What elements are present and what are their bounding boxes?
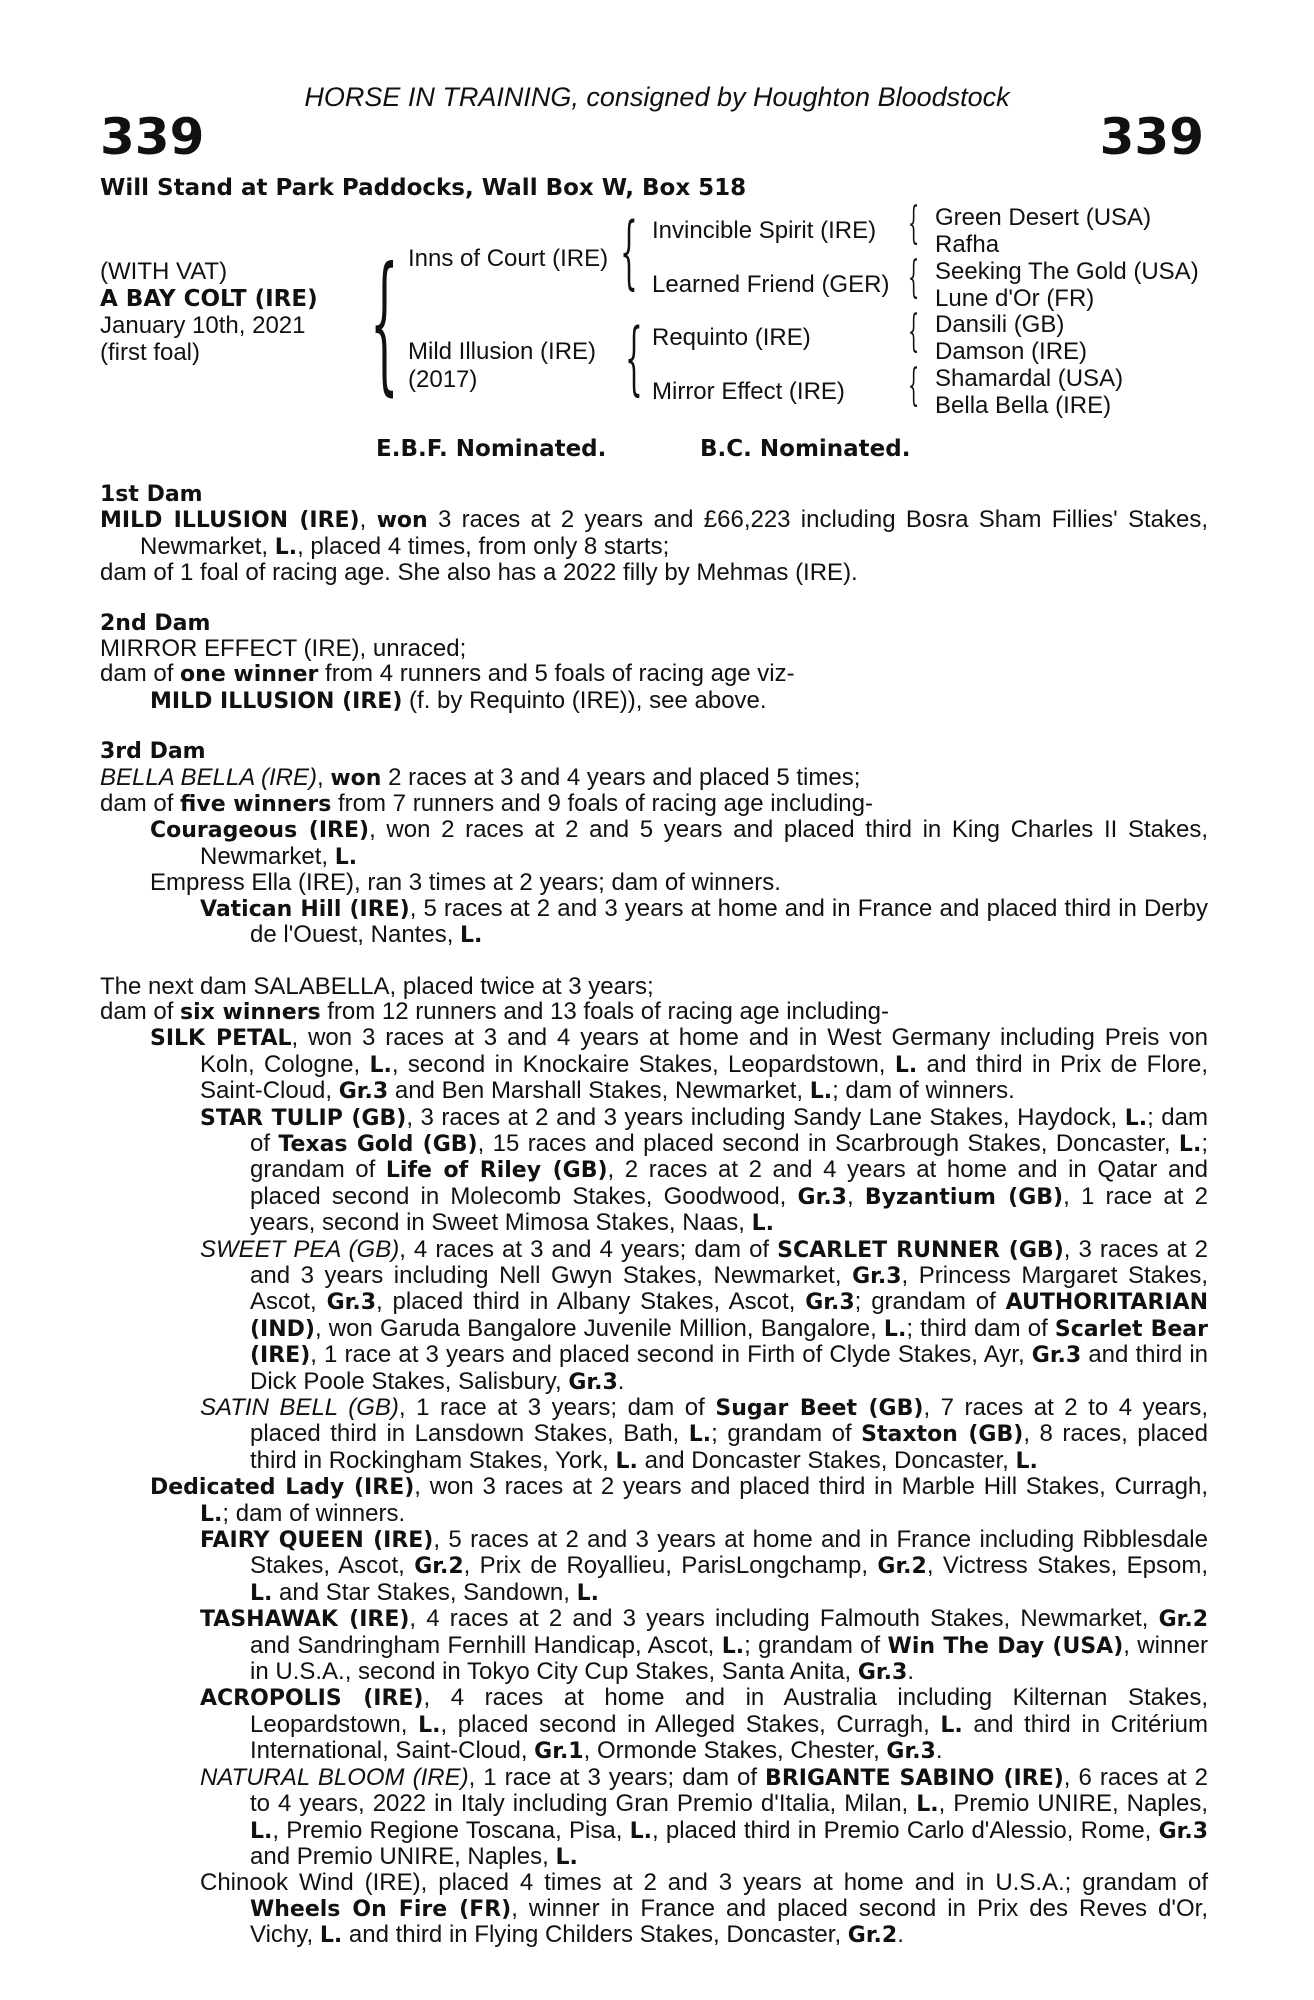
- lot-number-left: 339: [100, 108, 205, 166]
- progeny-name: Vatican Hill (IRE): [200, 896, 410, 922]
- group-marker: Gr.3: [886, 1739, 936, 1765]
- record-text: , won 2 races at 2 and 5 years and placed third in King Charles II Stakes, Newmarket,: [200, 816, 1208, 870]
- record-text: and third in Critérium International, Saint-Cloud,: [250, 1710, 1208, 1765]
- record-text: , placed 4 times, from only 8 starts;: [297, 532, 670, 560]
- second-dam-produce: [100, 661, 1208, 687]
- won-bold: won: [330, 765, 382, 791]
- record-text: ; grandam of: [711, 1420, 862, 1448]
- progeny-name: TASHAWAK (IRE): [200, 1607, 410, 1633]
- record-text: , 3 races at 2 and 3 years including Nell Gwyn Stakes, Newmarket,: [250, 1235, 1208, 1289]
- listed-marker: L.: [319, 1923, 343, 1949]
- consignment-header: HORSE IN TRAINING, consigned by Houghton Bloodstock: [304, 82, 1010, 112]
- record-text: (f. by Requinto (IRE)), see above.: [402, 686, 767, 714]
- group-marker: Gr.2: [847, 1923, 898, 1949]
- listed-marker: L.: [629, 1818, 652, 1844]
- record-text: .: [617, 1367, 625, 1395]
- record-text: , second in Knockaire Stakes, Leopardstown,: [391, 1050, 895, 1078]
- progeny-chinook-wind: [100, 1870, 1208, 1948]
- record-text: , 4 races at 3 and 4 years; dam of: [399, 1235, 778, 1263]
- dam-name: Mild Illusion (IRE): [408, 338, 597, 365]
- record-text: and Ben Marshall Stakes, Newmarket,: [388, 1077, 810, 1105]
- progeny-tashawak: [100, 1606, 1208, 1685]
- record-text: .: [897, 1921, 904, 1949]
- record-text: 2 races at 3 and 4 years and placed 5 times;: [381, 763, 861, 791]
- listed-marker: L.: [916, 1792, 939, 1818]
- group-marker: Gr.2: [877, 1554, 927, 1580]
- second-dam-record: MIRROR EFFECT (IRE), unraced;: [100, 635, 467, 663]
- record-text: ; dam of: [250, 1103, 1208, 1157]
- record-text: , placed second in Alleged Stakes, Curragh,: [440, 1710, 941, 1738]
- progeny-name: Staxton (GB): [861, 1422, 1024, 1448]
- listed-marker: L.: [1124, 1105, 1148, 1131]
- record-text: , 1 race at 3 years; dam of: [398, 1394, 716, 1421]
- third-dam-record: [100, 765, 1208, 791]
- ss-dam: Rafha: [935, 231, 1000, 258]
- third-dam-produce: [100, 791, 1208, 817]
- listed-marker: L.: [460, 923, 483, 949]
- listed-marker: L.: [721, 1633, 745, 1659]
- progeny-name: AUTHORITARIAN (IND): [250, 1290, 1209, 1342]
- progeny-acropolis: [100, 1685, 1208, 1764]
- ds-sire: Dansili (GB): [935, 311, 1065, 338]
- record-text: , Premio UNIRE, Naples,: [938, 1790, 1209, 1818]
- group-marker: Gr.3: [326, 1290, 376, 1316]
- record-text: dam of: [100, 660, 181, 688]
- listed-marker: L.: [418, 1712, 441, 1738]
- sire-sire: Invincible Spirit (IRE): [652, 217, 877, 244]
- winners-count: six winners: [180, 999, 321, 1025]
- group-marker: Gr.3: [1158, 1818, 1208, 1844]
- progeny-name: Scarlet Bear (IRE): [250, 1316, 1208, 1369]
- progeny-name: FAIRY QUEEN (IRE): [200, 1528, 434, 1554]
- progeny-name: Dedicated Lady (IRE): [150, 1475, 415, 1501]
- record-text: Chinook Wind (IRE), placed 4 times at 2 and 3 years at home and in U.S.A.; grandam of: [200, 1869, 1208, 1897]
- ebf-nomination: E.B.F. Nominated.: [376, 436, 607, 462]
- progeny-name: SATIN BELL (GB): [200, 1394, 399, 1421]
- third-dam-heading: 3rd Dam: [100, 739, 206, 765]
- record-text: from 12 runners and 13 foals of racing age including-: [320, 997, 889, 1025]
- dam-name-italic: BELLA BELLA (IRE): [100, 763, 317, 791]
- record-text: , winner in France and placed second in Prix des Reves d'Or, Vichy,: [250, 1894, 1208, 1949]
- listed-marker: L.: [369, 1052, 392, 1078]
- lot-subject-name: A BAY COLT (IRE): [100, 286, 318, 312]
- progeny-sweet-pea: [100, 1237, 1208, 1395]
- ss-sire: Green Desert (USA): [935, 204, 1152, 231]
- foal-note: (first foal): [100, 339, 201, 366]
- sire-dam: Learned Friend (GER): [652, 271, 890, 298]
- group-marker: Gr.1: [534, 1739, 584, 1765]
- record-text: , 5 races at 2 and 3 years at home and in France and placed third in Derby de l'Ouest, Nantes,: [250, 894, 1208, 949]
- dam-name-bold: MILD ILLUSION (IRE): [100, 508, 360, 534]
- record-text: from 7 runners and 9 foals of racing age including-: [331, 790, 873, 818]
- group-marker: Gr.3: [1031, 1343, 1082, 1369]
- record-text: , won 3 races at 2 years and placed third in Marble Hill Stakes, Curragh,: [414, 1473, 1208, 1501]
- record-text: ; grandam of: [854, 1288, 1006, 1316]
- winners-count: five winners: [180, 792, 332, 818]
- group-marker: Gr.3: [805, 1290, 855, 1316]
- dam-dam: Mirror Effect (IRE): [652, 378, 845, 405]
- record-text: , 4 races at home and in Australia including Kilternan Stakes, Leopardstown,: [250, 1684, 1208, 1738]
- first-dam-heading: 1st Dam: [100, 482, 203, 507]
- vat-note: (WITH VAT): [100, 258, 228, 285]
- record-text: ,: [846, 1182, 865, 1210]
- won-bold: won: [376, 508, 428, 534]
- listed-marker: L.: [1015, 1448, 1038, 1474]
- ds-dam: Damson (IRE): [935, 338, 1088, 365]
- record-text: , 1 race at 3 years; dam of: [468, 1763, 766, 1791]
- record-text: , 1 race at 3 years and placed second in Firth of Clyde Stakes, Ayr,: [310, 1341, 1032, 1369]
- dam-sire: Requinto (IRE): [652, 324, 811, 351]
- listed-marker: L.: [1178, 1131, 1202, 1157]
- progeny-name: MILD ILLUSION (IRE): [150, 688, 403, 714]
- progeny-courageous: [100, 817, 1208, 870]
- record-text: , placed third in Albany Stakes, Ascot,: [376, 1288, 806, 1316]
- record-text: and third in Prix de Flore, Saint-Cloud,: [200, 1050, 1209, 1105]
- listed-marker: L.: [334, 844, 358, 870]
- record-text: , 15 races and placed second in Scarbrough Stakes, Doncaster,: [477, 1129, 1179, 1157]
- record-text: dam of: [100, 997, 181, 1025]
- record-text: and Doncaster Stakes, Doncaster,: [637, 1446, 1016, 1474]
- record-text: and Sandringham Fernhill Handicap, Ascot,: [250, 1631, 722, 1659]
- record-text: , placed third in Premio Carlo d'Alessio, Rome,: [651, 1816, 1159, 1844]
- record-text: 3 races at 2 years and £66,223 including Bosra Sham Fillies' Stakes, Newmarket,: [140, 506, 1209, 560]
- progeny-star-tulip: [100, 1105, 1208, 1237]
- brace-dam: {: [625, 311, 643, 404]
- record-text: , winner in U.S.A., second in Tokyo City Cup Stakes, Santa Anita,: [250, 1631, 1208, 1686]
- group-marker: Gr.2: [414, 1554, 464, 1580]
- record-text: , 3 races at 2 and 3 years including Sandy Lane Stakes, Haydock,: [406, 1103, 1125, 1131]
- progeny-name: Win The Day (USA): [887, 1633, 1124, 1659]
- progeny-name: Courageous (IRE): [150, 818, 370, 844]
- record-text: , won 3 races at 3 and 4 years at home and in West Germany including Preis von Koln, Cologne,: [200, 1024, 1208, 1078]
- record-text: , 5 races at 2 and 3 years at home and in France including Ribblesdale Stakes, Ascot,: [250, 1526, 1208, 1580]
- winners-count: one winner: [180, 662, 319, 688]
- record-text: , 4 races at 2 and 3 years including Falmouth Stakes, Newmarket,: [409, 1605, 1159, 1633]
- second-dam-heading: 2nd Dam: [100, 610, 211, 636]
- progeny-dedicated-lady: [100, 1474, 1208, 1527]
- progeny-empress-ella: Empress Ella (IRE), ran 3 times at 2 years; dam of winners.: [150, 869, 781, 897]
- stand-location: Will Stand at Park Paddocks, Wall Box W, Box 518: [100, 175, 747, 201]
- record-text: and third in Flying Childers Stakes, Doncaster,: [342, 1921, 848, 1949]
- record-text: from 4 runners and 5 foals of racing age viz-: [318, 660, 795, 688]
- record-text: , 6 races at 2 to 4 years, 2022 in Italy including Gran Premio d'Italia, Milan,: [250, 1763, 1208, 1818]
- record-text: and Star Stakes, Sandown,: [272, 1578, 577, 1606]
- progeny-name: BRIGANTE SABINO (IRE): [765, 1765, 1064, 1791]
- brace-ds: {: [908, 306, 920, 357]
- progeny-name: Life of Riley (GB): [385, 1158, 608, 1184]
- progeny-natural-bloom: [100, 1765, 1208, 1871]
- brace-sd: {: [908, 252, 920, 303]
- listed-marker: L.: [250, 1580, 273, 1606]
- next-dam-record: The next dam SALABELLA, placed twice at 3 years;: [100, 972, 654, 1000]
- record-text: , 7 races at 2 to 4 years, placed third in Lansdown Stakes, Bath,: [250, 1394, 1208, 1448]
- progeny-name: SCARLET RUNNER (GB): [777, 1237, 1064, 1263]
- bc-nomination: B.C. Nominated.: [700, 436, 911, 462]
- first-dam-produce: dam of 1 foal of racing age. She also has a 2022 filly by Mehmas (IRE).: [100, 559, 858, 587]
- listed-marker: L.: [940, 1712, 963, 1738]
- progeny-name: Byzantium (GB): [864, 1184, 1064, 1210]
- progeny-vatican-hill: [100, 896, 1208, 949]
- record-text: , Prix de Royallieu, ParisLongchamp,: [463, 1552, 878, 1580]
- record-text: , 1 race at 2 years, second in Sweet Mimosa Stakes, Naas,: [250, 1182, 1208, 1237]
- record-text: ; third dam of: [906, 1314, 1055, 1342]
- sire-name: Inns of Court (IRE): [408, 245, 609, 272]
- record-text: ; dam of winners.: [222, 1499, 406, 1527]
- brace-main: {: [370, 236, 399, 410]
- progeny-name: SILK PETAL: [150, 1026, 292, 1052]
- record-text: and third in Dick Poole Stakes, Salisbury,: [250, 1341, 1208, 1395]
- listed-marker: L.: [688, 1422, 712, 1448]
- listed-marker: L.: [274, 534, 298, 560]
- progeny-name: STAR TULIP (GB): [200, 1105, 407, 1131]
- listed-marker: L.: [751, 1211, 774, 1237]
- next-dam-produce: [100, 999, 1208, 1025]
- dam-year: (2017): [408, 366, 478, 393]
- group-marker: Gr.3: [338, 1079, 389, 1105]
- progeny-name: Wheels On Fire (FR): [250, 1896, 512, 1922]
- record-text: , Premio Regione Toscana, Pisa,: [272, 1816, 630, 1844]
- group-marker: Gr.3: [568, 1369, 618, 1395]
- record-text: ,: [316, 763, 331, 791]
- record-text: , Ormonde Stakes, Chester,: [583, 1737, 887, 1765]
- dd-dam: Bella Bella (IRE): [935, 392, 1112, 419]
- record-text: , Victress Stakes, Epsom,: [926, 1552, 1208, 1580]
- dd-sire: Shamardal (USA): [935, 365, 1124, 392]
- record-text: ; dam of winners.: [832, 1077, 1015, 1105]
- progeny-name: Texas Gold (GB): [278, 1131, 478, 1157]
- group-marker: Gr.3: [857, 1660, 908, 1686]
- record-text: dam of: [100, 790, 181, 818]
- record-text: ; grandam of: [250, 1129, 1208, 1184]
- record-text: , 2 races at 2 and 4 years at home and in Qatar and placed second in Molecomb Stakes, Goodwood,: [250, 1156, 1208, 1210]
- progeny-name: ACROPOLIS (IRE): [200, 1686, 424, 1712]
- group-marker: Gr.2: [1158, 1607, 1208, 1633]
- first-dam-record: MILD ILLUSION (IRE), won 3 races at 2 years and £66,223 including Bosra Sham Fillies' Stakes, Newmarket, L., placed 4 times, from only 8 starts;: [100, 506, 1209, 560]
- listed-marker: L.: [200, 1501, 223, 1527]
- record-text: .: [935, 1737, 943, 1765]
- sd-dam: Lune d'Or (FR): [935, 285, 1095, 312]
- group-marker: Gr.3: [852, 1263, 902, 1289]
- record-text: , 8 races, placed third in Rockingham Stakes, York,: [250, 1420, 1208, 1474]
- listed-marker: L.: [809, 1079, 833, 1105]
- progeny-satin-bell: [100, 1395, 1208, 1474]
- listed-marker: L.: [250, 1818, 273, 1844]
- listed-marker: L.: [894, 1052, 918, 1078]
- lot-number-right: 339: [1099, 108, 1204, 166]
- date-of-birth: January 10th, 2021: [100, 312, 306, 339]
- progeny-fairy-queen: [100, 1527, 1208, 1606]
- record-text: , Princess Margaret Stakes, Ascot,: [250, 1261, 1208, 1316]
- brace-ss: {: [908, 198, 920, 249]
- listed-marker: L.: [576, 1580, 599, 1606]
- sd-sire: Seeking The Gold (USA): [935, 258, 1199, 285]
- record-text: and Premio UNIRE, Naples,: [250, 1842, 556, 1870]
- record-text: , won Garuda Bangalore Juvenile Million, Bangalore,: [314, 1314, 884, 1342]
- record-text: .: [907, 1658, 914, 1686]
- progeny-silk-petal: [100, 1025, 1208, 1104]
- brace-dd: {: [908, 360, 920, 411]
- progeny-name: Sugar Beet (GB): [715, 1396, 924, 1421]
- catalogue-body: [100, 482, 1208, 1949]
- listed-marker: L.: [615, 1448, 638, 1474]
- progeny-name: SWEET PEA (GB): [200, 1235, 400, 1263]
- listed-marker: L.: [883, 1316, 907, 1342]
- brace-sire: {: [620, 205, 638, 298]
- group-marker: Gr.3: [797, 1184, 847, 1210]
- second-dam-progeny: [100, 688, 1208, 714]
- listed-marker: L.: [555, 1844, 578, 1870]
- progeny-name: NATURAL BLOOM (IRE): [200, 1763, 469, 1791]
- record-text: ; grandam of: [744, 1631, 888, 1659]
